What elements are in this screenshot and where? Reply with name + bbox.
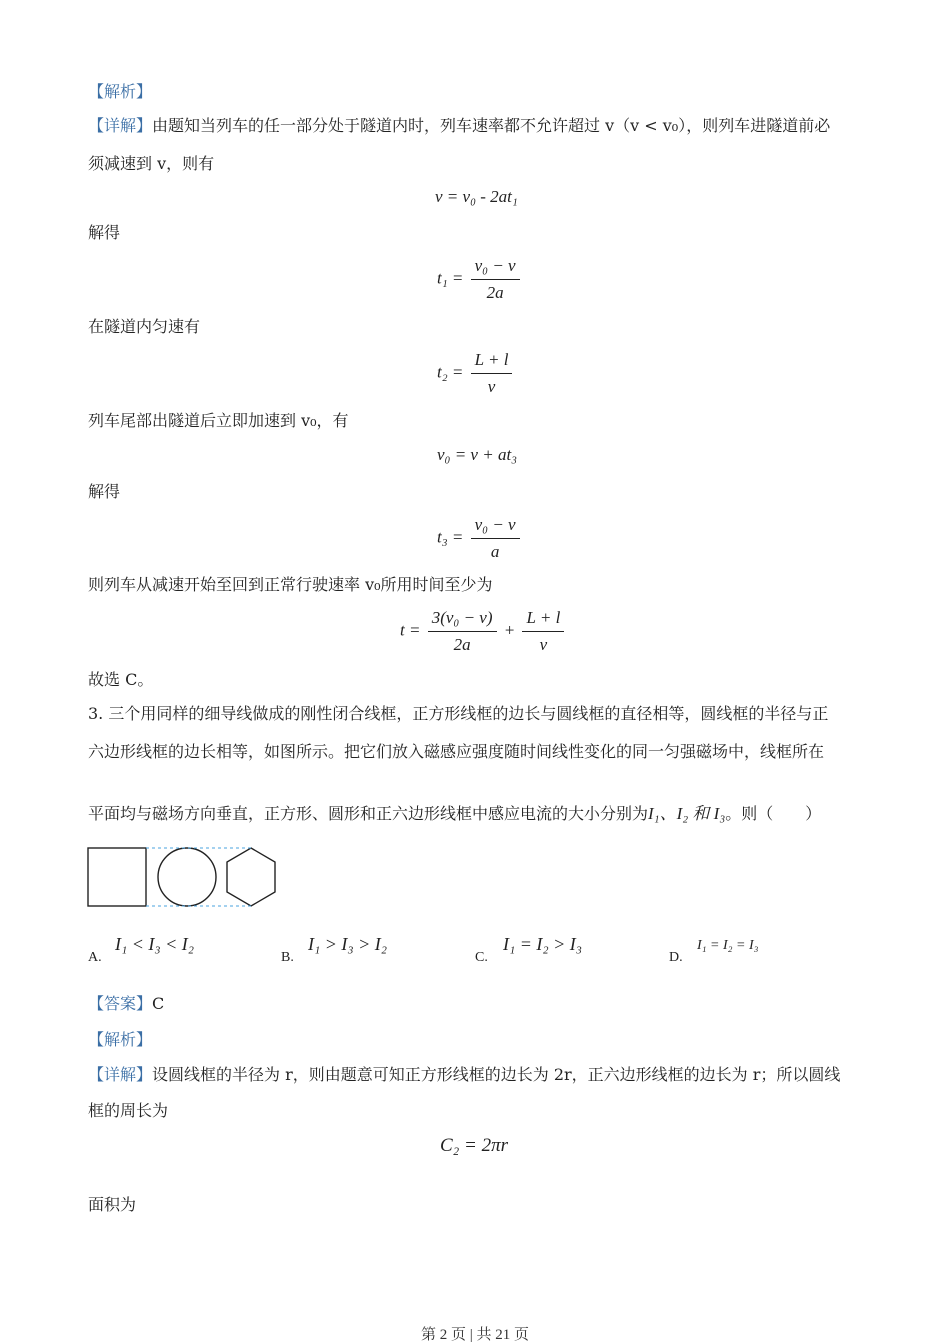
text-line: 解得 [88, 223, 121, 242]
fraction-denominator: 2a [453, 635, 471, 654]
question-3-line [88, 803, 821, 825]
equation-lhs: t = [400, 620, 421, 640]
equation-e7: C₂ = 2πr [440, 1135, 509, 1156]
option-a-label: A. [88, 950, 102, 965]
fraction [471, 255, 520, 304]
equation-e5 [437, 514, 523, 563]
detail-label: 【详解】 [88, 116, 153, 135]
question-3-line: 3. 三个用同样的细导线做成的刚性闭合线框，正方形线框的边长与圆线框的直径相等，圆线框的半径与正 [88, 704, 829, 723]
detail-paragraph-line [88, 1064, 840, 1086]
text-line: 则列车从减速开始至回到正常行驶速率 v₀所用时间至少为 [88, 575, 493, 594]
fraction [522, 607, 564, 656]
fraction-numerator: L + l [522, 607, 564, 632]
equation-e3 [437, 349, 515, 398]
shapes-figure [86, 844, 281, 910]
question-3-line: 六边形线框的边长相等，如图所示。把它们放入磁感应强度随时间线性变化的同一匀强磁场中，线框所在 [88, 742, 825, 761]
option-d-label: D. [669, 950, 683, 965]
question-text: 平面均与磁场方向垂直，正方形、圆形和正六边形线框中感应电流的大小分别为 [88, 804, 649, 823]
text-line: 故选 C。 [88, 670, 154, 689]
fraction-numerator: v₀ − v [471, 514, 520, 539]
text-line: 在隧道内匀速有 [88, 317, 201, 336]
equation-e4: v₀ = v + at₃ [437, 445, 518, 464]
circle-frame [158, 848, 216, 906]
page-footer: 第 2 页 | 共 21 页 [420, 1327, 529, 1343]
detail-text: 设圆线框的半径为 r，则由题意可知正方形线框的边长为 2r，正六边形线框的边长为 r；所以圆线 [152, 1065, 841, 1084]
equation-e2 [437, 255, 523, 304]
fraction [471, 349, 513, 398]
detail-paragraph-line [88, 115, 830, 137]
equation-e1: v = v₀ - 2at₁ [435, 187, 518, 206]
detail-paragraph-line: 框的周长为 [88, 1101, 169, 1120]
option-b-expression: I₁ > I₃ > I₂ [308, 934, 388, 954]
fraction-denominator: 2a [486, 283, 504, 302]
fraction [428, 607, 497, 656]
fraction-numerator: L + l [471, 349, 513, 374]
fraction-numerator: v₀ − v [471, 255, 520, 280]
answer-label: 【答案】 [88, 994, 153, 1013]
text-line: 面积为 [88, 1195, 137, 1214]
equation-lhs: t₁ = [437, 268, 464, 288]
fraction-numerator: 3(v₀ − v) [428, 607, 497, 632]
option-c-label: C. [475, 950, 488, 965]
fraction-denominator: v [487, 377, 496, 396]
text-line: 列车尾部出隧道后立即加速到 v₀，有 [88, 411, 349, 430]
inline-currents: I₁、I₂ 和 I₃ [648, 804, 726, 823]
detail-paragraph-line: 须减速到 v，则有 [88, 154, 215, 173]
section-analysis-label: 【解析】 [88, 1030, 153, 1049]
section-analysis-label: 【解析】 [88, 82, 153, 101]
answer-value: C [152, 994, 165, 1013]
option-b-label: B. [281, 950, 294, 965]
option-a-expression: I₁ < I₃ < I₂ [115, 934, 195, 954]
text-line: 解得 [88, 482, 121, 501]
detail-label: 【详解】 [88, 1065, 153, 1084]
equation-lhs: t₃ = [437, 527, 464, 547]
square-frame [88, 848, 146, 906]
equation-e6 [400, 607, 567, 656]
answer-line [88, 993, 164, 1015]
hexagon-frame [227, 848, 275, 906]
plus-sign: + [503, 620, 516, 640]
equation-lhs: t₂ = [437, 362, 464, 382]
option-d-expression: I₁ = I₂ = I₃ [697, 938, 759, 953]
fraction-denominator: v [539, 635, 548, 654]
fraction-denominator: a [490, 542, 500, 561]
question-choice-prompt: 。则（ ） [725, 804, 822, 823]
detail-text: 由题知当列车的任一部分处于隧道内时，列车速率都不允许超过 v（v < v₀），则列车进隧道前必 [152, 116, 831, 135]
option-c-expression: I₁ = I₂ > I₃ [503, 934, 583, 954]
fraction [471, 514, 520, 563]
